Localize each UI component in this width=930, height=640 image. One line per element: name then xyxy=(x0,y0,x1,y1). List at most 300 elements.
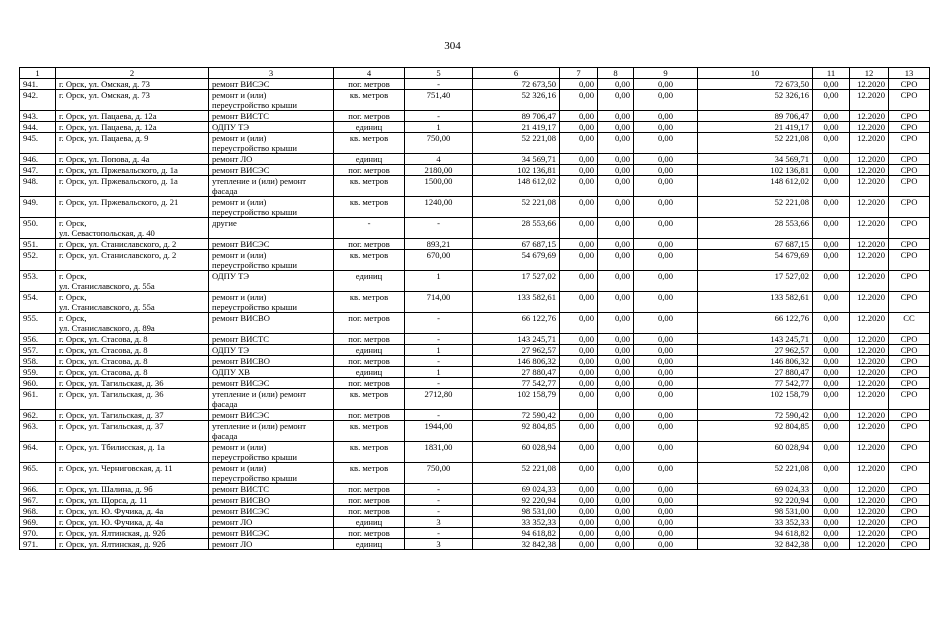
address-line: ул. Станиславского, д. 89а xyxy=(59,323,155,333)
row-number-cell: 969. xyxy=(20,517,56,528)
table-row xyxy=(20,250,930,271)
work-type-line: ремонт ВИСЭС xyxy=(212,165,270,175)
quantity-cell: - xyxy=(405,313,473,334)
address-line: г. Орск, ул. Пржевальского, д. 1а xyxy=(59,176,178,186)
quantity-cell: 670,00 xyxy=(405,250,473,271)
fund-cell: 27 962,57 xyxy=(698,345,813,356)
unit-cell: пог. метров xyxy=(334,334,405,345)
total-cost-cell: 27 962,57 xyxy=(473,345,560,356)
fund-cell: 0,00 xyxy=(598,154,634,165)
fund-cell: 0,00 xyxy=(634,378,698,389)
deadline-cell: 12.2020 xyxy=(850,165,889,176)
fund-cell: 0,00 xyxy=(598,133,634,154)
quantity-cell: 3 xyxy=(405,539,473,550)
deadline-cell: 12.2020 xyxy=(850,334,889,345)
fund-cell: 0,00 xyxy=(813,154,850,165)
address-line: г. Орск, ул. Стасова, д. 8 xyxy=(59,367,148,377)
address-cell xyxy=(56,313,209,334)
fund-cell: 0,00 xyxy=(598,410,634,421)
fund-cell: 0,00 xyxy=(598,356,634,367)
address-cell xyxy=(56,250,209,271)
fund-cell: 0,00 xyxy=(813,345,850,356)
row-number-cell: 968. xyxy=(20,506,56,517)
column-header: 13 xyxy=(889,68,930,79)
table-row xyxy=(20,463,930,484)
quantity-cell: - xyxy=(405,378,473,389)
deadline-cell: 12.2020 xyxy=(850,484,889,495)
address-cell xyxy=(56,292,209,313)
column-header: 6 xyxy=(473,68,560,79)
unit-cell: единиц xyxy=(334,271,405,292)
fund-cell: 0,00 xyxy=(560,154,598,165)
address-line: г. Орск, ул. Пацаева, д. 12а xyxy=(59,111,157,121)
work-type-line: ремонт ВИСЭС xyxy=(212,239,270,249)
table-row xyxy=(20,292,930,313)
fund-cell: 0,00 xyxy=(813,292,850,313)
total-cost-cell: 33 352,33 xyxy=(473,517,560,528)
fund-cell: 0,00 xyxy=(634,90,698,111)
fund-cell: 0,00 xyxy=(598,367,634,378)
row-number-cell: 951. xyxy=(20,239,56,250)
row-number-cell: 964. xyxy=(20,442,56,463)
fund-cell: 98 531,00 xyxy=(698,506,813,517)
fund-cell: 0,00 xyxy=(634,218,698,239)
fund-cell: 0,00 xyxy=(560,421,598,442)
address-line: г. Орск, ул. Станиславского, д. 2 xyxy=(59,250,177,260)
unit-cell: кв. метров xyxy=(334,463,405,484)
fund-cell: 0,00 xyxy=(634,176,698,197)
table-row xyxy=(20,356,930,367)
address-cell xyxy=(56,90,209,111)
unit-cell: кв. метров xyxy=(334,133,405,154)
work-type-cell xyxy=(209,517,334,528)
fund-cell: 0,00 xyxy=(634,250,698,271)
work-type-line: переустройство крыши xyxy=(212,452,297,462)
work-type-line: переустройство крыши xyxy=(212,260,297,270)
fund-cell: 52 221,08 xyxy=(698,133,813,154)
column-header: 9 xyxy=(634,68,698,79)
unit-cell: кв. метров xyxy=(334,90,405,111)
fund-cell: 0,00 xyxy=(560,345,598,356)
work-type-line: ремонт ВИСВО xyxy=(212,313,270,323)
address-line: г. Орск, ул. Ю. Фучика, д. 4а xyxy=(59,517,164,527)
fund-cell: 0,00 xyxy=(560,239,598,250)
unit-cell: пог. метров xyxy=(334,313,405,334)
fund-cell: 0,00 xyxy=(598,165,634,176)
fund-cell: 102 136,81 xyxy=(698,165,813,176)
table-row xyxy=(20,239,930,250)
fund-cell: 0,00 xyxy=(598,378,634,389)
row-number-cell: 970. xyxy=(20,528,56,539)
row-number-cell: 958. xyxy=(20,356,56,367)
fund-cell: 0,00 xyxy=(598,176,634,197)
row-number-cell: 963. xyxy=(20,421,56,442)
work-type-line: ОДПУ ТЭ xyxy=(212,271,250,281)
work-type-cell xyxy=(209,292,334,313)
fund-cell: 0,00 xyxy=(813,122,850,133)
address-line: г. Орск, ул. Тагильская, д. 37 xyxy=(59,421,164,431)
work-type-line: ОДПУ ТЭ xyxy=(212,345,250,355)
quantity-cell: 2712,80 xyxy=(405,389,473,410)
fund-cell: 0,00 xyxy=(560,218,598,239)
fund-cell: 54 679,69 xyxy=(698,250,813,271)
fund-cell: 0,00 xyxy=(634,122,698,133)
fund-cell: 0,00 xyxy=(634,506,698,517)
deadline-cell: 12.2020 xyxy=(850,506,889,517)
unit-cell: единиц xyxy=(334,122,405,133)
fund-cell: 0,00 xyxy=(598,79,634,90)
address-cell xyxy=(56,176,209,197)
address-cell xyxy=(56,133,209,154)
table-row xyxy=(20,378,930,389)
deadline-cell: 12.2020 xyxy=(850,239,889,250)
row-number-cell: 942. xyxy=(20,90,56,111)
row-number-cell: 949. xyxy=(20,197,56,218)
total-cost-cell: 34 569,71 xyxy=(473,154,560,165)
address-cell xyxy=(56,111,209,122)
total-cost-cell: 60 028,94 xyxy=(473,442,560,463)
unit-cell: единиц xyxy=(334,367,405,378)
unit-cell: кв. метров xyxy=(334,442,405,463)
fund-cell: 143 245,71 xyxy=(698,334,813,345)
row-number-cell: 947. xyxy=(20,165,56,176)
unit-cell: пог. метров xyxy=(334,79,405,90)
fund-cell: 0,00 xyxy=(598,292,634,313)
fund-cell: 0,00 xyxy=(813,176,850,197)
work-type-line: ремонт ВИСВО xyxy=(212,495,270,505)
total-cost-cell: 72 590,42 xyxy=(473,410,560,421)
address-cell xyxy=(56,79,209,90)
total-cost-cell: 94 618,82 xyxy=(473,528,560,539)
unit-cell: кв. метров xyxy=(334,389,405,410)
quantity-cell: - xyxy=(405,506,473,517)
method-cell: СРО xyxy=(889,197,930,218)
address-line: г. Орск, ул. Станиславского, д. 2 xyxy=(59,239,177,249)
address-line: г. Орск, ул. Ю. Фучика, д. 4а xyxy=(59,506,164,516)
fund-cell: 69 024,33 xyxy=(698,484,813,495)
total-cost-cell: 133 582,61 xyxy=(473,292,560,313)
fund-cell: 0,00 xyxy=(560,313,598,334)
row-number-cell: 941. xyxy=(20,79,56,90)
fund-cell: 27 880,47 xyxy=(698,367,813,378)
fund-cell: 28 553,66 xyxy=(698,218,813,239)
address-line: г. Орск, ул. Пацаева, д. 9 xyxy=(59,133,149,143)
deadline-cell: 12.2020 xyxy=(850,292,889,313)
work-type-line: ремонт ВИСТС xyxy=(212,484,270,494)
fund-cell: 0,00 xyxy=(560,90,598,111)
work-type-line: ремонт и (или) xyxy=(212,442,267,452)
fund-cell: 0,00 xyxy=(560,334,598,345)
work-type-cell xyxy=(209,410,334,421)
fund-cell: 0,00 xyxy=(598,517,634,528)
work-type-line: ремонт ВИСЭС xyxy=(212,79,270,89)
work-type-line: ремонт ВИСЭС xyxy=(212,506,270,516)
address-line: ул. Станиславского, д. 55а xyxy=(59,302,155,312)
work-type-cell xyxy=(209,495,334,506)
fund-cell: 52 221,08 xyxy=(698,463,813,484)
column-header: 3 xyxy=(209,68,334,79)
quantity-cell: - xyxy=(405,528,473,539)
address-line: г. Орск, ул. Стасова, д. 8 xyxy=(59,345,148,355)
fund-cell: 0,00 xyxy=(813,90,850,111)
address-cell xyxy=(56,165,209,176)
fund-cell: 0,00 xyxy=(634,111,698,122)
address-cell xyxy=(56,539,209,550)
fund-cell: 0,00 xyxy=(598,111,634,122)
unit-cell: кв. метров xyxy=(334,292,405,313)
work-type-line: ремонт и (или) xyxy=(212,292,267,302)
work-type-line: другие xyxy=(212,218,237,228)
fund-cell: 0,00 xyxy=(813,442,850,463)
address-line: г. Орск, ул. Ялтинская, д. 92б xyxy=(59,528,166,538)
method-cell: СРО xyxy=(889,367,930,378)
row-number-cell: 965. xyxy=(20,463,56,484)
address-cell xyxy=(56,463,209,484)
total-cost-cell: 52 221,08 xyxy=(473,463,560,484)
work-type-line: переустройство крыши xyxy=(212,207,297,217)
fund-cell: 0,00 xyxy=(813,495,850,506)
work-type-cell xyxy=(209,133,334,154)
address-line: г. Орск, ул. Черниговская, д. 11 xyxy=(59,463,173,473)
fund-cell: 0,00 xyxy=(813,133,850,154)
quantity-cell: 4 xyxy=(405,154,473,165)
table-row xyxy=(20,133,930,154)
fund-cell: 0,00 xyxy=(598,506,634,517)
row-number-cell: 943. xyxy=(20,111,56,122)
fund-cell: 0,00 xyxy=(598,197,634,218)
fund-cell: 72 590,42 xyxy=(698,410,813,421)
table-row xyxy=(20,484,930,495)
fund-cell: 0,00 xyxy=(598,495,634,506)
work-type-cell xyxy=(209,79,334,90)
fund-cell: 0,00 xyxy=(598,313,634,334)
fund-cell: 0,00 xyxy=(813,484,850,495)
work-type-cell xyxy=(209,218,334,239)
method-cell: СС xyxy=(889,313,930,334)
work-type-cell xyxy=(209,111,334,122)
fund-cell: 0,00 xyxy=(598,463,634,484)
row-number-cell: 960. xyxy=(20,378,56,389)
column-header: 7 xyxy=(560,68,598,79)
work-type-line: утепление и (или) ремонт xyxy=(212,421,307,431)
work-type-cell xyxy=(209,122,334,133)
deadline-cell: 12.2020 xyxy=(850,463,889,484)
row-number-cell: 950. xyxy=(20,218,56,239)
work-type-line: переустройство крыши xyxy=(212,473,297,483)
method-cell: СРО xyxy=(889,111,930,122)
address-cell xyxy=(56,442,209,463)
fund-cell: 0,00 xyxy=(598,442,634,463)
quantity-cell: 893,21 xyxy=(405,239,473,250)
total-cost-cell: 143 245,71 xyxy=(473,334,560,345)
quantity-cell: - xyxy=(405,334,473,345)
method-cell: СРО xyxy=(889,176,930,197)
total-cost-cell: 52 221,08 xyxy=(473,197,560,218)
work-type-line: ремонт ВИСВО xyxy=(212,356,270,366)
fund-cell: 0,00 xyxy=(634,367,698,378)
deadline-cell: 12.2020 xyxy=(850,378,889,389)
fund-cell: 72 673,50 xyxy=(698,79,813,90)
address-line: г. Орск, ул. Тагильская, д. 36 xyxy=(59,378,164,388)
address-cell xyxy=(56,484,209,495)
fund-cell: 0,00 xyxy=(634,239,698,250)
fund-cell: 0,00 xyxy=(634,389,698,410)
deadline-cell: 12.2020 xyxy=(850,271,889,292)
row-number-cell: 952. xyxy=(20,250,56,271)
fund-cell: 0,00 xyxy=(598,218,634,239)
address-cell xyxy=(56,218,209,239)
fund-cell: 0,00 xyxy=(560,176,598,197)
method-cell: СРО xyxy=(889,539,930,550)
work-type-line: ремонт ВИСЭС xyxy=(212,410,270,420)
quantity-cell: 1 xyxy=(405,367,473,378)
address-line: г. Орск, ул. Омская, д. 73 xyxy=(59,79,150,89)
fund-cell: 21 419,17 xyxy=(698,122,813,133)
quantity-cell: 1240,00 xyxy=(405,197,473,218)
fund-cell: 0,00 xyxy=(560,378,598,389)
deadline-cell: 12.2020 xyxy=(850,250,889,271)
unit-cell: кв. метров xyxy=(334,197,405,218)
quantity-cell: - xyxy=(405,410,473,421)
address-line: ул. Севастопольская, д. 40 xyxy=(59,228,155,238)
work-type-line: ремонт и (или) xyxy=(212,197,267,207)
fund-cell: 0,00 xyxy=(813,463,850,484)
total-cost-cell: 32 842,38 xyxy=(473,539,560,550)
method-cell: СРО xyxy=(889,389,930,410)
row-number-cell: 959. xyxy=(20,367,56,378)
fund-cell: 0,00 xyxy=(560,271,598,292)
work-type-line: утепление и (или) ремонт xyxy=(212,389,307,399)
address-line: г. Орск, xyxy=(59,218,87,228)
address-cell xyxy=(56,410,209,421)
row-number-cell: 948. xyxy=(20,176,56,197)
column-header: 2 xyxy=(56,68,209,79)
fund-cell: 0,00 xyxy=(813,528,850,539)
work-type-line: ремонт ВИСЭС xyxy=(212,378,270,388)
fund-cell: 0,00 xyxy=(598,539,634,550)
unit-cell: пог. метров xyxy=(334,506,405,517)
address-cell xyxy=(56,378,209,389)
method-cell: СРО xyxy=(889,133,930,154)
row-number-cell: 971. xyxy=(20,539,56,550)
work-type-cell xyxy=(209,506,334,517)
fund-cell: 0,00 xyxy=(598,421,634,442)
work-type-cell xyxy=(209,345,334,356)
page-number: 304 xyxy=(444,40,461,52)
table-row xyxy=(20,218,930,239)
quantity-cell: 750,00 xyxy=(405,133,473,154)
header-row xyxy=(20,68,930,79)
fund-cell: 52 221,08 xyxy=(698,197,813,218)
quantity-cell: 1944,00 xyxy=(405,421,473,442)
fund-cell: 0,00 xyxy=(598,271,634,292)
address-line: г. Орск, ул. Тагильская, д. 36 xyxy=(59,389,164,399)
unit-cell: пог. метров xyxy=(334,239,405,250)
deadline-cell: 12.2020 xyxy=(850,111,889,122)
row-number-cell: 967. xyxy=(20,495,56,506)
work-type-cell xyxy=(209,463,334,484)
fund-cell: 67 687,15 xyxy=(698,239,813,250)
unit-cell: пог. метров xyxy=(334,410,405,421)
deadline-cell: 12.2020 xyxy=(850,197,889,218)
quantity-cell: 2180,00 xyxy=(405,165,473,176)
table-row xyxy=(20,410,930,421)
total-cost-cell: 89 706,47 xyxy=(473,111,560,122)
fund-cell: 0,00 xyxy=(560,367,598,378)
address-line: г. Орск, ул. Щорса, д. 11 xyxy=(59,495,148,505)
column-header: 10 xyxy=(698,68,813,79)
total-cost-cell: 17 527,02 xyxy=(473,271,560,292)
method-cell: СРО xyxy=(889,122,930,133)
fund-cell: 0,00 xyxy=(634,313,698,334)
address-line: г. Орск, ул. Стасова, д. 8 xyxy=(59,334,148,344)
column-header: 12 xyxy=(850,68,889,79)
method-cell: СРО xyxy=(889,154,930,165)
row-number-cell: 944. xyxy=(20,122,56,133)
address-line: г. Орск, ул. Тагильская, д. 37 xyxy=(59,410,164,420)
work-type-cell xyxy=(209,176,334,197)
table-row xyxy=(20,421,930,442)
table-row xyxy=(20,389,930,410)
fund-cell: 77 542,77 xyxy=(698,378,813,389)
table-row xyxy=(20,495,930,506)
unit-cell: единиц xyxy=(334,154,405,165)
quantity-cell: - xyxy=(405,356,473,367)
work-type-line: переустройство крыши xyxy=(212,100,297,110)
fund-cell: 0,00 xyxy=(813,313,850,334)
address-cell xyxy=(56,389,209,410)
address-line: г. Орск, xyxy=(59,313,87,323)
deadline-cell: 12.2020 xyxy=(850,421,889,442)
work-type-cell xyxy=(209,165,334,176)
method-cell: СРО xyxy=(889,79,930,90)
fund-cell: 0,00 xyxy=(813,506,850,517)
work-type-cell xyxy=(209,367,334,378)
work-type-cell xyxy=(209,356,334,367)
fund-cell: 0,00 xyxy=(813,517,850,528)
fund-cell: 60 028,94 xyxy=(698,442,813,463)
fund-cell: 0,00 xyxy=(634,292,698,313)
address-cell xyxy=(56,334,209,345)
fund-cell: 0,00 xyxy=(634,463,698,484)
fund-cell: 66 122,76 xyxy=(698,313,813,334)
method-cell: СРО xyxy=(889,517,930,528)
quantity-cell: 3 xyxy=(405,517,473,528)
address-cell xyxy=(56,271,209,292)
fund-cell: 0,00 xyxy=(634,271,698,292)
deadline-cell: 12.2020 xyxy=(850,154,889,165)
row-number-cell: 953. xyxy=(20,271,56,292)
table-row xyxy=(20,154,930,165)
address-cell xyxy=(56,506,209,517)
method-cell: СРО xyxy=(889,484,930,495)
fund-cell: 92 804,85 xyxy=(698,421,813,442)
row-number-cell: 962. xyxy=(20,410,56,421)
fund-cell: 0,00 xyxy=(560,356,598,367)
table-row xyxy=(20,506,930,517)
method-cell: СРО xyxy=(889,239,930,250)
deadline-cell: 12.2020 xyxy=(850,528,889,539)
table-row xyxy=(20,90,930,111)
deadline-cell: 12.2020 xyxy=(850,410,889,421)
column-header: 11 xyxy=(813,68,850,79)
fund-cell: 0,00 xyxy=(598,345,634,356)
fund-cell: 0,00 xyxy=(560,539,598,550)
register-body xyxy=(20,79,930,550)
fund-cell: 17 527,02 xyxy=(698,271,813,292)
work-type-cell xyxy=(209,378,334,389)
unit-cell: кв. метров xyxy=(334,250,405,271)
